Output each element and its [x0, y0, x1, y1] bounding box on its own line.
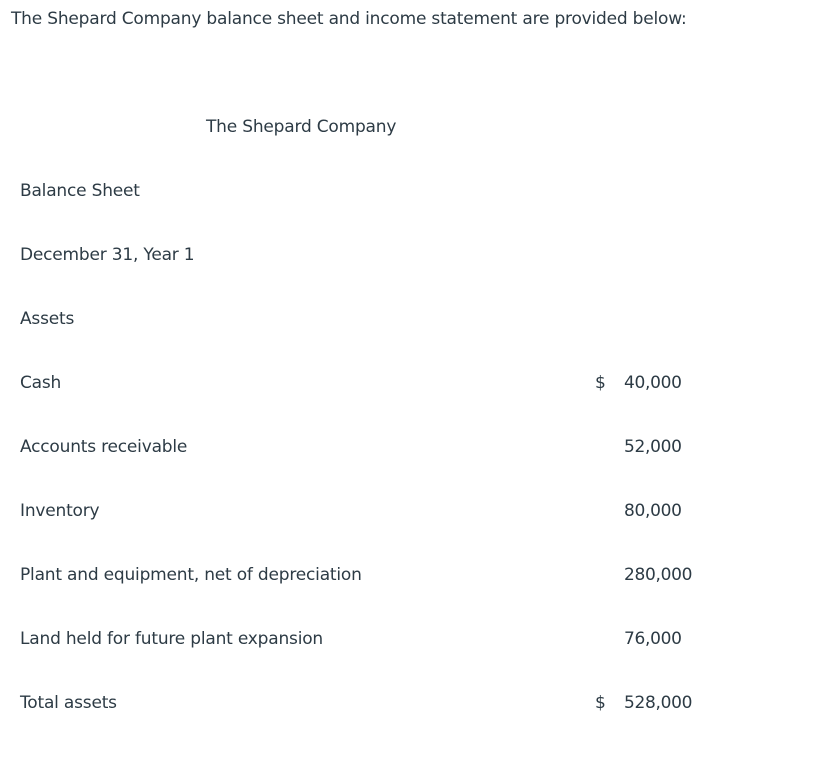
row-label: Land held for future plant expansion — [20, 629, 324, 649]
row-label: Plant and equipment, net of depreciation — [20, 565, 362, 585]
statement-date: December 31, Year 1 — [20, 245, 195, 265]
company-name: The Shepard Company — [206, 117, 397, 137]
row-amount: 76,000 — [624, 629, 682, 649]
row-amount: 80,000 — [624, 501, 682, 521]
intro-text: The Shepard Company balance sheet and income statement are provided below: — [11, 9, 687, 29]
statement-title: Balance Sheet — [20, 181, 140, 201]
row-amount: 52,000 — [624, 437, 682, 457]
row-label: Cash — [20, 373, 62, 393]
row-label: Accounts receivable — [20, 437, 188, 457]
currency-symbol: $ — [595, 693, 606, 713]
row-label: Total assets — [20, 693, 117, 713]
row-amount: 40,000 — [624, 373, 682, 393]
row-amount: 280,000 — [624, 565, 693, 585]
row-label: Inventory — [20, 501, 100, 521]
row-amount: 528,000 — [624, 693, 693, 713]
currency-symbol: $ — [595, 373, 606, 393]
section-heading-assets: Assets — [20, 309, 75, 329]
